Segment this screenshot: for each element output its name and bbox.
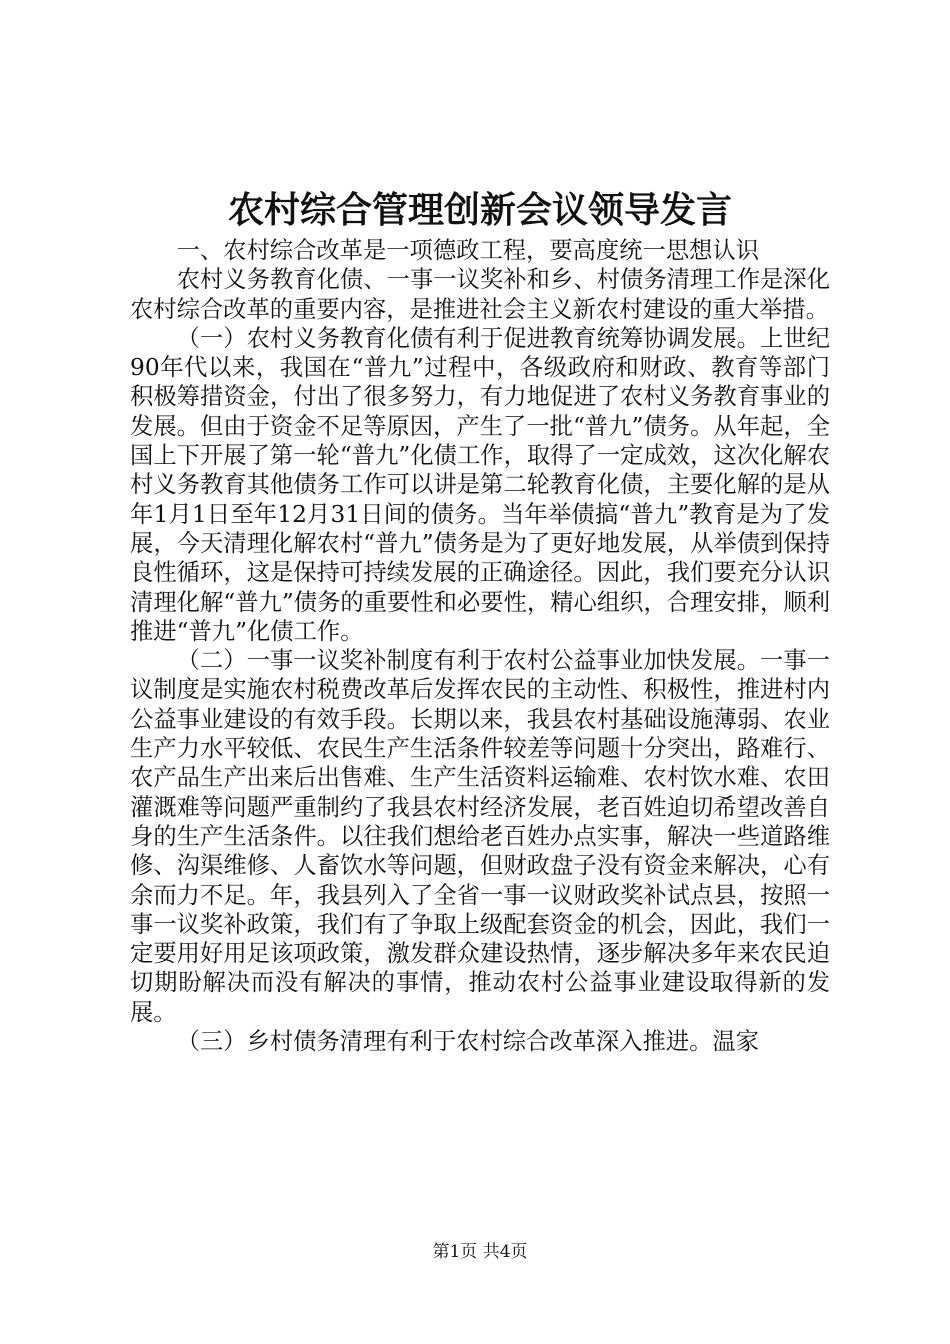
- paragraph: （二）一事一议奖补制度有利于农村公益事业加快发展。一事一议制度是实施农村税费改革后发挥农民的主动性、积极性，推进村内公益事业建设的有效手段。长期以来，我县农村基础设施薄弱、农业生产力水平较低、农民生产生活条件较差等问题十分突出，路难行、农产品生产出来后出售难、生产生活资料运输难、农村饮水难、农田灌溉难等问题严重制约了我县农村经济发展，老百姓迫切希望改善自身的生产生活条件。以往我们想给老百姓办点实事，解决一些道路维修、沟渠维修、人畜饮水等问题，但财政盘子没有资金来解决，心有余而力不足。年，我县列入了全省一事一议财政奖补试点县，按照一事一议奖补政策，我们有了争取上级配套资金的机会，因此，我们一定要用好用足该项政策，激发群众建设热情，逐步解决多年来农民迫切期盼解决而没有解决的事情，推动农村公益事业建设取得新的发展。: [130, 647, 830, 1026]
- document-body: [130, 236, 830, 1056]
- page-number-footer: 第1页 共4页: [432, 1242, 528, 1262]
- paragraph: （三）乡村债务清理有利于农村综合改革深入推进。温家: [176, 1028, 760, 1056]
- document-title: 农村综合管理创新会议领导发言: [227, 189, 732, 231]
- paragraph: （一）农村义务教育化债有利于促进教育统筹协调发展。上世纪90年代以来，我国在“普九”过程中，各级政府和财政、教育等部门积极筹措资金，付出了很多努力，有力地促进了农村义务教育事业的发展。但由于资金不足等原因，产生了一批“普九”债务。从年起，全国上下开展了第一轮“普九”化债工作，取得了一定成效，这次化解农村义务教育其他债务工作可以讲是第二轮教育化债，主要化解的是从年1月1日至年12月31日间的债务。当年举债搞“普九”教育是为了发展，今天清理化解农村“普九”债务是为了更好地发展，从举债到保持良性循环，这是保持可持续发展的正确途径。因此，我们要充分认识清理化解“普九”债务的重要性和必要性，精心组织，合理安排，顺利推进“普九”化债工作。: [130, 324, 830, 645]
- section-heading: 一、农村综合改革是一项德政工程，要高度统一思想认识: [176, 237, 760, 264]
- paragraph: 农村义务教育化债、一事一议奖补和乡、村债务清理工作是深化农村综合改革的重要内容，是推进社会主义新农村建设的重大举措。: [130, 266, 830, 323]
- document-page: [130, 0, 830, 1344]
